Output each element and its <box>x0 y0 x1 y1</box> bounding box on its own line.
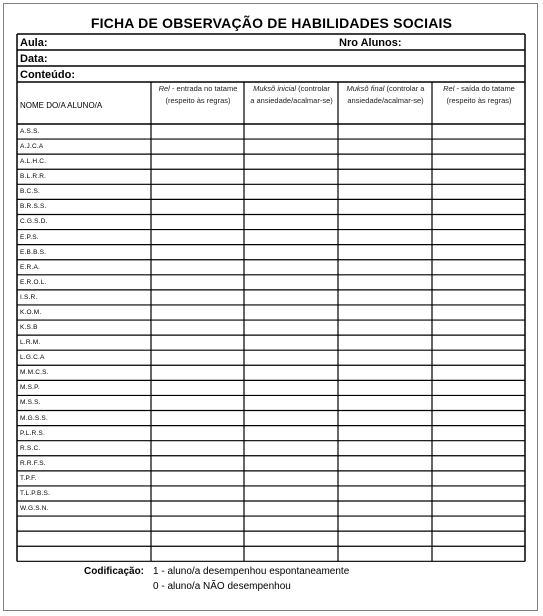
column-header-line2: a ansiedade/acalmar-se) <box>250 96 333 105</box>
column-header-line1: - saída do tatame <box>454 84 515 93</box>
nro-alunos-label: Nro Alunos: <box>339 37 402 49</box>
column-header-line2: (respeito às regras) <box>165 96 231 105</box>
student-name-cell: E.P.S. <box>20 233 39 241</box>
column-header-rel-entrada <box>152 83 244 107</box>
column-header-rel-saida <box>433 83 525 107</box>
name-column-header: NOME DO/A ALUNO/A <box>20 101 103 110</box>
column-header-line1: - entrada no tatame <box>169 84 238 93</box>
student-name-cell: C.G.S.D. <box>20 218 48 226</box>
student-name-cell: K.O.M. <box>20 308 42 316</box>
data-label: Data: <box>20 53 48 65</box>
aula-label: Aula: <box>20 37 48 49</box>
student-name-cell: R.R.F.S. <box>20 459 46 467</box>
student-name-cell: M.S.P. <box>20 384 40 392</box>
student-name-cell: R.S.C. <box>20 444 41 452</box>
student-name-cell: E.B.B.S. <box>20 248 47 256</box>
student-name-cell: M.S.S. <box>20 399 41 407</box>
student-name-cell: T.L.P.B.S. <box>20 489 51 497</box>
student-name-cell: A.L.H.C. <box>20 158 47 166</box>
column-header-mukso-inicial <box>245 83 338 107</box>
student-name-cell: L.G.C.A <box>20 354 45 362</box>
legend-line-1: 1 - aluno/a desempenhou espontaneamente <box>153 566 350 577</box>
student-name-cell: E.R.O.L. <box>20 278 47 286</box>
student-name-cell: W.G.S.N. <box>20 505 49 512</box>
legend-line-2: 0 - aluno/a NÃO desempenhou <box>153 581 291 592</box>
column-header-line2: (respeito às regras) <box>446 96 512 105</box>
form-title: FICHA DE OBSERVAÇÃO DE HABILIDADES SOCIAIS <box>90 15 453 31</box>
legend-title: Codificação: <box>84 566 145 577</box>
column-header-line1: (controlar a <box>384 84 425 93</box>
column-header-line2: ansiedade/acalmar-se) <box>347 96 424 105</box>
column-header-italic: Rel <box>443 84 455 93</box>
column-header-italic: Muksõ inicial <box>253 84 297 93</box>
student-name-cell: T.P.F. <box>20 474 37 482</box>
column-header-line1: (controlar <box>296 84 330 93</box>
conteudo-label: Conteúdo: <box>20 69 75 81</box>
legend-label <box>84 566 144 577</box>
student-name-cell: I.S.R. <box>20 293 38 301</box>
student-name-cell: B.L.R.R. <box>20 173 47 181</box>
student-name-cell: E.R.A. <box>20 263 40 271</box>
column-header-italic: Rel <box>158 84 170 93</box>
student-name-cell: M.M.C.S. <box>20 369 49 377</box>
student-name-cell: M.G.S.S. <box>20 414 48 422</box>
column-header-italic: Muksõ final <box>346 84 385 93</box>
student-name-cell: B.C.S. <box>20 188 40 196</box>
student-name-cell: B.R.S.S. <box>20 203 47 211</box>
student-name-cell: A.J.C.A <box>20 143 44 151</box>
student-name-cell: K.S.B <box>20 324 38 332</box>
student-name-cell: A.S.S. <box>20 128 40 135</box>
student-name-cell: L.R.M. <box>20 339 41 347</box>
student-name-cell: P.L.R.S. <box>20 429 45 437</box>
column-header-mukso-final <box>339 83 432 107</box>
